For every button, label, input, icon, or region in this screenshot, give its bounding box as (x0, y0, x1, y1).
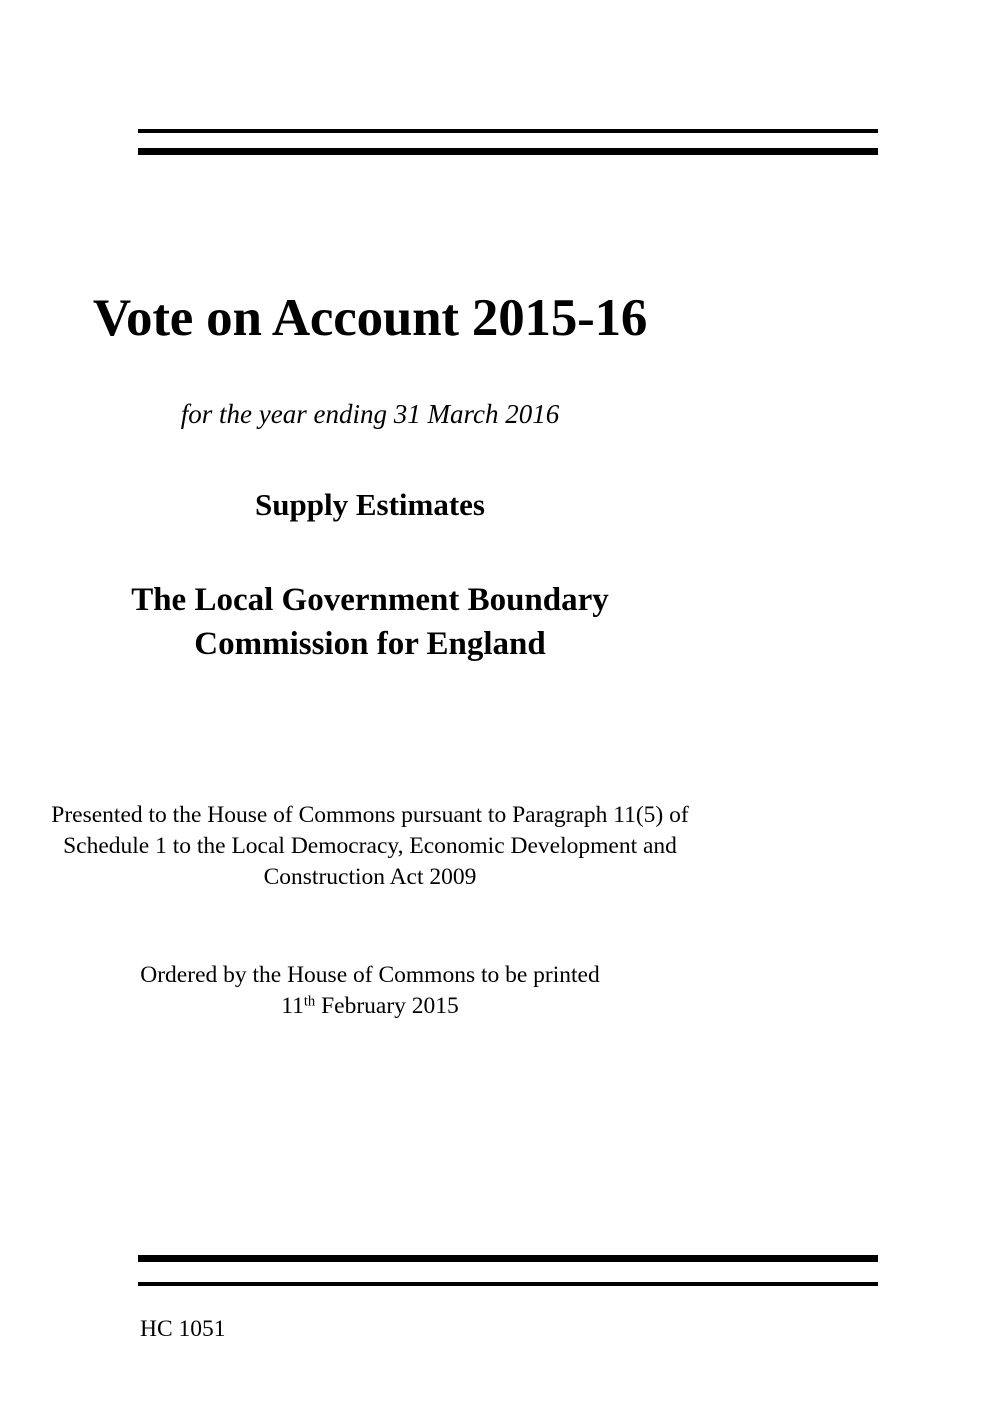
page-title: Vote on Account 2015-16 (92, 289, 648, 347)
presented-statement-line-3: Construction Act 2009 (263, 864, 477, 891)
ordered-date-month-year: February 2015 (315, 993, 459, 1020)
supply-estimates-heading: Supply Estimates (255, 487, 485, 522)
presented-statement (0, 800, 740, 893)
bottom-thick-rule (138, 1255, 878, 1262)
presented-statement-line-1: Presented to the House of Commons pursuant to Paragraph 11(5) of (51, 802, 689, 828)
bottom-thin-rule (138, 1282, 878, 1286)
ordered-statement-date (0, 991, 740, 1022)
top-thick-rule (138, 148, 878, 155)
ordered-statement-line-1: Ordered by the House of Commons to be printed (140, 962, 600, 988)
presented-statement-line-2: Schedule 1 to the Local Democracy, Economic Development and (63, 833, 677, 860)
top-thin-rule (138, 129, 878, 133)
organisation-heading (0, 578, 740, 666)
organisation-heading-line-1: The Local Government Boundary (131, 582, 609, 618)
ordered-statement (0, 960, 740, 1022)
organisation-heading-line-2: Commission for England (194, 626, 546, 663)
document-subtitle: for the year ending 31 March 2016 (180, 399, 560, 429)
reference-number: HC 1051 (140, 1316, 226, 1342)
ordered-date-ordinal-suffix: th (303, 993, 316, 1010)
ordered-date-number: 11 (281, 993, 304, 1020)
